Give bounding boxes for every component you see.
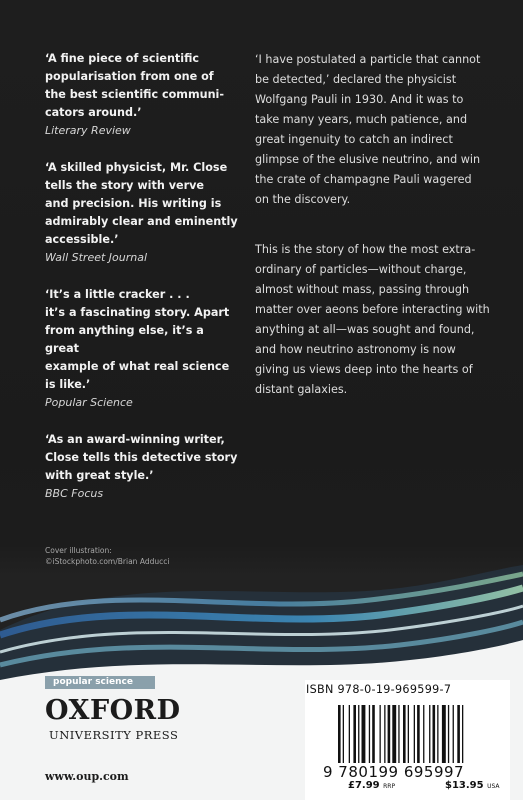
barcode-bar <box>362 705 366 763</box>
barcode-bar <box>384 705 385 763</box>
barcode-bar <box>442 705 446 763</box>
barcode-bar <box>380 705 381 763</box>
barcode-bar <box>417 705 420 763</box>
price-usd-suffix: USA <box>487 783 500 790</box>
barcode-bar <box>353 705 356 763</box>
quote-text: ‘A fine piece of scientific popularisation from one of the best scientific communi- cators around.’ <box>45 52 225 119</box>
price-gbp-value: £7.99 <box>348 780 380 791</box>
quote-source: Popular Science <box>45 396 133 409</box>
barcode-bar <box>369 705 370 763</box>
barcode-bar <box>423 705 424 763</box>
price-gbp-suffix: RRP <box>383 783 396 790</box>
barcode <box>336 705 506 763</box>
review-quotes <box>45 50 240 522</box>
cover-credit: Cover illustration: ©iStockphoto.com/Brian Adducci <box>45 546 170 566</box>
barcode-bar <box>457 705 460 763</box>
review-quote <box>45 50 240 139</box>
review-quote <box>45 159 240 266</box>
barcode-bar <box>414 705 415 763</box>
price-usd-value: $13.95 <box>445 780 484 791</box>
quote-source: BBC Focus <box>45 487 104 500</box>
quote-source: Literary Review <box>45 124 131 137</box>
barcode-bar <box>433 705 436 763</box>
barcode-bar <box>453 705 454 763</box>
barcode-bar <box>398 705 399 763</box>
blurb-paragraph: This is the story of how the most extra- ordinary of particles—without charge, almost without mass, passing through matter over aeons before interacting with anything at all—was sought and found, and how neutrino astronomy is now giving us views deep into the hearts of distant galaxies. <box>255 243 490 396</box>
barcode-bar <box>358 705 359 763</box>
barcode-bar <box>437 705 438 763</box>
barcode-bar <box>403 705 406 763</box>
quote-text: ‘A skilled physicist, Mr. Close tells the story with verve and precision. His writing is admirably clear and eminently accessible.’ <box>45 161 238 246</box>
barcode-bar <box>408 705 409 763</box>
publisher-logo: OXFORD <box>45 695 181 726</box>
blurb <box>255 50 495 430</box>
barcode-bar <box>338 705 341 763</box>
barcode-digits: 9 780199 695997 <box>323 763 465 781</box>
barcode-bar <box>462 705 463 763</box>
quote-text: ‘As an award-winning writer, Close tells this detective story with great style.’ <box>45 433 238 482</box>
blurb-paragraph: ‘I have postulated a particle that cannot be detected,’ declared the physicist Wolfgang Pauli in 1930. And it was to take many years, much patience, and great ingenuity to catch an indirect glimpse of the elusive neutrino, and win the crate of champagne Pauli wagered on the discovery. <box>255 53 481 206</box>
barcode-bar <box>349 705 350 763</box>
publisher-press: UNIVERSITY PRESS <box>49 728 179 742</box>
price-usd <box>445 780 500 791</box>
barcode-bar <box>372 705 375 763</box>
barcode-bar <box>388 705 391 763</box>
quote-source: Wall Street Journal <box>45 251 148 264</box>
review-quote <box>45 431 240 502</box>
isbn-text: ISBN 978-0-19-969599-7 <box>306 683 452 696</box>
review-quote <box>45 286 240 411</box>
barcode-bar <box>392 705 396 763</box>
series-badge: popular science <box>45 676 155 689</box>
barcode-bar <box>429 705 430 763</box>
price-gbp <box>348 780 395 791</box>
publisher-website: www.oup.com <box>45 770 129 783</box>
barcode-bar <box>448 705 449 763</box>
quote-text: ‘It’s a little cracker . . . it’s a fascinating story. Apart from anything else, it’s a great example of what real science is like.’ <box>45 288 230 391</box>
barcode-bar <box>343 705 344 763</box>
